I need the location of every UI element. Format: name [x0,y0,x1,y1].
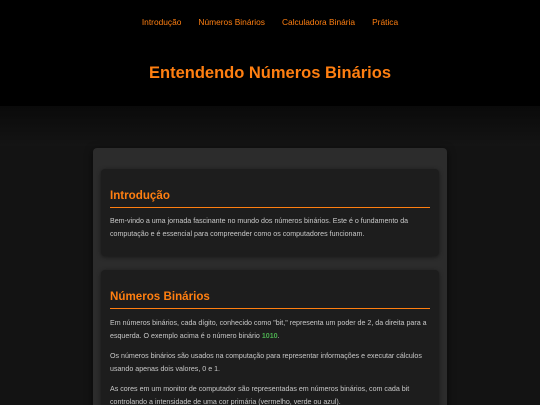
section-heading: Números Binários [110,290,430,309]
page-title: Entendendo Números Binários [148,64,392,82]
paragraph-text: Em números binários, cada dígito, conhecido como "bit," representa um poder de 2, da direita para a esquerda. O exemplo acima é o número binário [110,319,427,340]
section-paragraph: Bem-vindo a uma jornada fascinante no mundo dos números binários. Este é o fundamento da computação e é essencial para compreender como os computadores funcionam. [110,217,409,238]
section-paragraph [110,317,432,343]
section-introducao [101,169,439,256]
section-paragraph: As cores em um monitor de computador são representadas em números binários, com cada bit controlando a intensidade de uma cor primária (vermelho, verde ou azul). [110,385,410,405]
site-header [0,0,540,106]
nav-link-introducao[interactable]: Introdução [141,17,182,27]
header-shadow [0,106,540,146]
main-nav [0,17,540,27]
nav-link-numeros-binarios[interactable]: Números Binários [198,17,265,27]
paragraph-text: . [277,332,280,340]
nav-link-calculadora-binaria[interactable]: Calculadora Binária [281,17,356,27]
section-paragraph: Os números binários são usados na computação para representar informações e executar cálculos usando apenas dois valores, 0 e 1. [110,352,422,373]
section-heading: Introdução [110,189,430,208]
nav-link-pratica[interactable]: Prática [372,17,399,27]
content-container [93,148,447,405]
section-numeros-binarios [101,270,439,405]
binary-example-value: 1010 [261,332,278,340]
